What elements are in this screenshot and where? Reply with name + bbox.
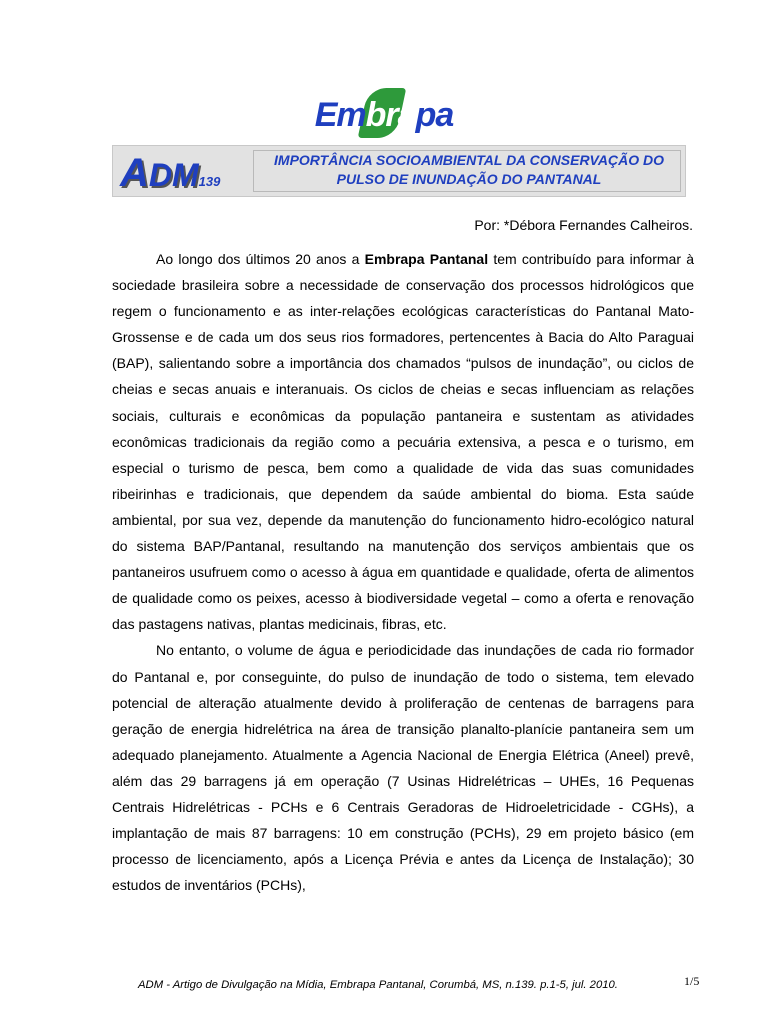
article-body <box>112 246 694 898</box>
page-footer: ADM - Artigo de Divulgação na Mídia, Embrapa Pantanal, Corumbá, MS, n.139. p.1-5, jul. 2010. <box>138 979 618 991</box>
title-line-2: PULSO DE INUNDAÇÃO DO PANTANAL <box>336 171 602 187</box>
paragraph-1: Ao longo dos últimos 20 anos a Embrapa Pantanal tem contribuído para informar à sociedade brasileira sobre a necessidade de conservação dos processos hidrológicos que regem o funcionamento e as inter-relações ecológicas características do Pantanal Mato-Grossense e de cada um dos seus rios formadores, pertencentes à Bacia do Alto Paraguai (BAP), salientando sobre a importância dos chamados “pulsos de inundação”, ou ciclos de cheias e secas anuais e interanuais. Os ciclos de cheias e secas influenciam as relações sociais, culturais e econômicas da população pantaneira e sustentam as atividades econômicas tradicionais da região como a pecuária extensiva, a pesca e o turismo, em especial o turismo de pesca, bem como a qualidade de vida das suas comunidades ribeirinhas e tradicionais, que dependem da saúde ambiental do bioma. Esta saúde ambiental, por sua vez, depende da manutenção do funcionamento hidro-ecológico natural do sistema BAP/Pantanal, resultando na manutenção dos serviços ambientais que os pantaneiros usufruem como o acesso à água em quantidade e qualidade, oferta de alimentos de qualidade como os peixes, acesso à biodiversidade vegetal – como a oferta e renovação das pastagens nativas, plantas medicinais, fibras, etc. <box>112 251 694 633</box>
adm-letters-dm: DM <box>148 157 199 193</box>
author-byline: Por: *Débora Fernandes Calheiros. <box>474 217 693 233</box>
adm-label <box>120 151 220 196</box>
adm-letter-a: A <box>120 151 149 195</box>
article-title <box>252 151 686 189</box>
embrapa-logo <box>0 96 768 146</box>
paragraph-2: No entanto, o volume de água e periodicidade das inundações de cada rio formador do Pantanal e, por conseguinte, do pulso de inundação de todo o sistema, tem elevado potencial de alteração atualmente devido à proliferação de centenas de barragens para geração de energia hidrelétrica na área de transição planalto-planície pantaneira sem um adequado planejamento. Atualmente a Agencia Nacional de Energia Elétrica (Aneel) prevê, além das 29 barragens já em operação (7 Usinas Hidrelétricas – UHEs, 16 Pequenas Centrais Hidrelétricas - PCHs e 6 Centrais Geradoras de Hidroeletricidade - CGHs), a implantação de mais 87 barragens: 10 em construção (PCHs), 29 em projeto básico (em processo de licenciamento, após a Licença Prévia e antes da Licença de Instalação); 30 estudos de inventários (PCHs), <box>112 642 694 894</box>
title-line-1: IMPORTÂNCIA SOCIOAMBIENTAL DA CONSERVAÇÃO DO <box>274 152 664 168</box>
adm-number: 139 <box>198 174 221 189</box>
embrapa-logo-text: Embrapa <box>314 96 454 134</box>
organization-name: Embrapa Pantanal <box>364 251 489 267</box>
page-number: 1/5 <box>684 974 700 988</box>
